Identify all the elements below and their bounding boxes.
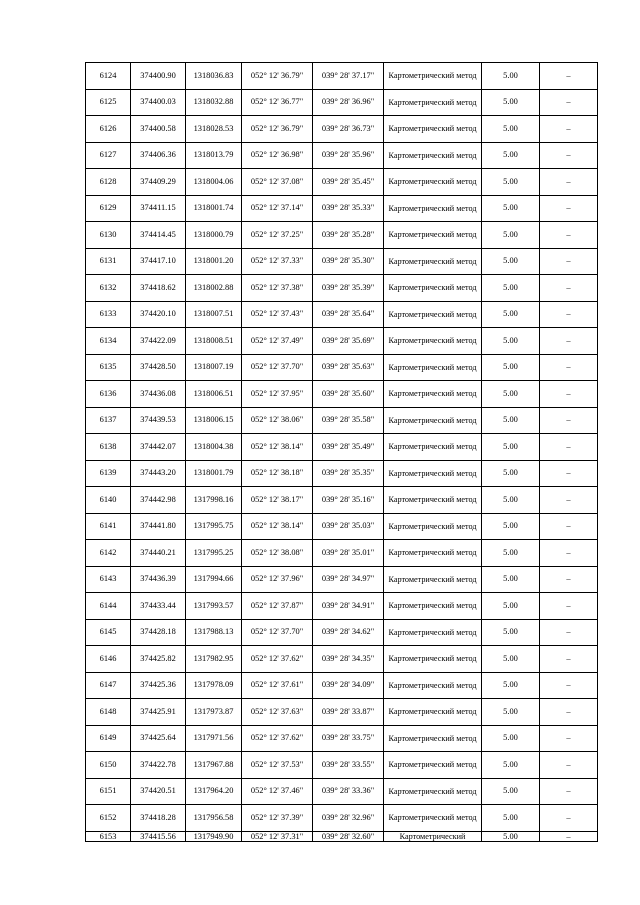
latitude-cell: 052° 12' 37.53": [242, 752, 313, 779]
method-cell: Картометрический метод: [384, 593, 482, 620]
note-cell: –: [540, 540, 598, 567]
y-coordinate-cell: 1318001.20: [186, 248, 242, 275]
method-cell: Картометрический метод: [384, 301, 482, 328]
point-number-cell: 6150: [86, 752, 131, 779]
longitude-cell: 039° 28' 35.16": [313, 487, 384, 514]
method-cell: Картометрический метод: [384, 619, 482, 646]
y-coordinate-cell: 1318028.53: [186, 116, 242, 143]
accuracy-cell: 5.00: [482, 89, 540, 116]
x-coordinate-cell: 374425.36: [131, 672, 186, 699]
note-cell: –: [540, 301, 598, 328]
y-coordinate-cell: 1317993.57: [186, 593, 242, 620]
method-cell: Картометрический метод: [384, 725, 482, 752]
table-row: [86, 593, 598, 620]
longitude-cell: 039° 28' 34.62": [313, 619, 384, 646]
point-number-cell: 6140: [86, 487, 131, 514]
latitude-cell: 052° 12' 36.79": [242, 116, 313, 143]
y-coordinate-cell: 1318032.88: [186, 89, 242, 116]
accuracy-cell: 5.00: [482, 540, 540, 567]
table-row: [86, 566, 598, 593]
x-coordinate-cell: 374400.03: [131, 89, 186, 116]
point-number-cell: 6125: [86, 89, 131, 116]
method-cell: Картометрический метод: [384, 248, 482, 275]
table-row: [86, 407, 598, 434]
method-cell: Картометрический метод: [384, 646, 482, 673]
point-number-cell: 6130: [86, 222, 131, 249]
point-number-cell: 6142: [86, 540, 131, 567]
y-coordinate-cell: 1318007.51: [186, 301, 242, 328]
latitude-cell: 052° 12' 37.96": [242, 566, 313, 593]
longitude-cell: 039° 28' 36.96": [313, 89, 384, 116]
longitude-cell: 039° 28' 35.63": [313, 354, 384, 381]
y-coordinate-cell: 1317973.87: [186, 699, 242, 726]
latitude-cell: 052° 12' 37.49": [242, 328, 313, 355]
longitude-cell: 039° 28' 34.35": [313, 646, 384, 673]
point-number-cell: 6141: [86, 513, 131, 540]
note-cell: –: [540, 407, 598, 434]
method-cell: Картометрический метод: [384, 381, 482, 408]
longitude-cell: 039° 28' 35.03": [313, 513, 384, 540]
point-number-cell: 6135: [86, 354, 131, 381]
accuracy-cell: 5.00: [482, 778, 540, 805]
accuracy-cell: 5.00: [482, 328, 540, 355]
point-number-cell: 6143: [86, 566, 131, 593]
x-coordinate-cell: 374443.20: [131, 460, 186, 487]
note-cell: –: [540, 222, 598, 249]
longitude-cell: 039° 28' 35.58": [313, 407, 384, 434]
y-coordinate-cell: 1318001.74: [186, 195, 242, 222]
accuracy-cell: 5.00: [482, 407, 540, 434]
table-row: [86, 646, 598, 673]
note-cell: –: [540, 699, 598, 726]
accuracy-cell: 5.00: [482, 301, 540, 328]
latitude-cell: 052° 12' 37.14": [242, 195, 313, 222]
table-row: [86, 328, 598, 355]
longitude-cell: 039° 28' 34.91": [313, 593, 384, 620]
point-number-cell: 6148: [86, 699, 131, 726]
point-number-cell: 6137: [86, 407, 131, 434]
accuracy-cell: 5.00: [482, 275, 540, 302]
note-cell: –: [540, 169, 598, 196]
note-cell: –: [540, 646, 598, 673]
longitude-cell: 039° 28' 35.96": [313, 142, 384, 169]
method-cell: Картометрический метод: [384, 142, 482, 169]
x-coordinate-cell: 374411.15: [131, 195, 186, 222]
note-cell: –: [540, 460, 598, 487]
latitude-cell: 052° 12' 37.95": [242, 381, 313, 408]
method-cell: Картометрический метод: [384, 434, 482, 461]
y-coordinate-cell: 1318036.83: [186, 63, 242, 90]
y-coordinate-cell: 1318004.38: [186, 434, 242, 461]
point-number-cell: 6144: [86, 593, 131, 620]
coordinates-table: [85, 62, 598, 842]
accuracy-cell: 5.00: [482, 725, 540, 752]
note-cell: –: [540, 381, 598, 408]
longitude-cell: 039° 28' 35.39": [313, 275, 384, 302]
table-row: [86, 301, 598, 328]
y-coordinate-cell: 1318008.51: [186, 328, 242, 355]
table-row: [86, 434, 598, 461]
accuracy-cell: 5.00: [482, 142, 540, 169]
method-cell: Картометрический метод: [384, 275, 482, 302]
method-cell: Картометрический метод: [384, 169, 482, 196]
point-number-cell: 6153: [86, 831, 131, 841]
x-coordinate-cell: 374422.78: [131, 752, 186, 779]
accuracy-cell: 5.00: [482, 222, 540, 249]
point-number-cell: 6146: [86, 646, 131, 673]
table-row: [86, 222, 598, 249]
method-cell: Картометрический метод: [384, 63, 482, 90]
latitude-cell: 052° 12' 37.33": [242, 248, 313, 275]
y-coordinate-cell: 1317964.20: [186, 778, 242, 805]
method-cell: Картометрический метод: [384, 778, 482, 805]
latitude-cell: 052° 12' 37.31": [242, 831, 313, 841]
note-cell: –: [540, 89, 598, 116]
y-coordinate-cell: 1317995.25: [186, 540, 242, 567]
x-coordinate-cell: 374428.50: [131, 354, 186, 381]
latitude-cell: 052° 12' 37.38": [242, 275, 313, 302]
latitude-cell: 052° 12' 37.25": [242, 222, 313, 249]
point-number-cell: 6149: [86, 725, 131, 752]
latitude-cell: 052° 12' 37.39": [242, 805, 313, 832]
table-row: [86, 699, 598, 726]
y-coordinate-cell: 1318006.15: [186, 407, 242, 434]
y-coordinate-cell: 1317982.95: [186, 646, 242, 673]
note-cell: –: [540, 328, 598, 355]
latitude-cell: 052° 12' 37.70": [242, 619, 313, 646]
x-coordinate-cell: 374436.08: [131, 381, 186, 408]
table-row: [86, 513, 598, 540]
note-cell: –: [540, 248, 598, 275]
y-coordinate-cell: 1318001.79: [186, 460, 242, 487]
method-cell: Картометрический метод: [384, 460, 482, 487]
table-row: [86, 672, 598, 699]
point-number-cell: 6147: [86, 672, 131, 699]
method-cell: Картометрический метод: [384, 407, 482, 434]
accuracy-cell: 5.00: [482, 248, 540, 275]
y-coordinate-cell: 1317956.58: [186, 805, 242, 832]
latitude-cell: 052° 12' 37.43": [242, 301, 313, 328]
longitude-cell: 039° 28' 33.87": [313, 699, 384, 726]
longitude-cell: 039° 28' 35.30": [313, 248, 384, 275]
x-coordinate-cell: 374436.39: [131, 566, 186, 593]
method-cell: Картометрический метод: [384, 672, 482, 699]
note-cell: –: [540, 513, 598, 540]
x-coordinate-cell: 374420.10: [131, 301, 186, 328]
accuracy-cell: 5.00: [482, 169, 540, 196]
table-body: [86, 63, 598, 842]
accuracy-cell: 5.00: [482, 116, 540, 143]
method-cell: Картометрический метод: [384, 89, 482, 116]
x-coordinate-cell: 374441.80: [131, 513, 186, 540]
x-coordinate-cell: 374433.44: [131, 593, 186, 620]
point-number-cell: 6124: [86, 63, 131, 90]
y-coordinate-cell: 1317995.75: [186, 513, 242, 540]
accuracy-cell: 5.00: [482, 672, 540, 699]
y-coordinate-cell: 1318000.79: [186, 222, 242, 249]
table-row: [86, 248, 598, 275]
latitude-cell: 052° 12' 37.62": [242, 646, 313, 673]
y-coordinate-cell: 1317978.09: [186, 672, 242, 699]
table-row: [86, 89, 598, 116]
accuracy-cell: 5.00: [482, 619, 540, 646]
table-row: [86, 540, 598, 567]
longitude-cell: 039° 28' 34.97": [313, 566, 384, 593]
latitude-cell: 052° 12' 38.14": [242, 513, 313, 540]
note-cell: –: [540, 672, 598, 699]
table-row: [86, 63, 598, 90]
method-cell: Картометрический метод: [384, 487, 482, 514]
longitude-cell: 039° 28' 35.01": [313, 540, 384, 567]
method-cell: Картометрический метод: [384, 805, 482, 832]
note-cell: –: [540, 805, 598, 832]
note-cell: –: [540, 487, 598, 514]
point-number-cell: 6129: [86, 195, 131, 222]
method-cell: Картометрический: [384, 831, 482, 841]
x-coordinate-cell: 374425.82: [131, 646, 186, 673]
longitude-cell: 039° 28' 32.96": [313, 805, 384, 832]
longitude-cell: 039° 28' 35.35": [313, 460, 384, 487]
point-number-cell: 6131: [86, 248, 131, 275]
y-coordinate-cell: 1318004.06: [186, 169, 242, 196]
point-number-cell: 6145: [86, 619, 131, 646]
x-coordinate-cell: 374422.09: [131, 328, 186, 355]
longitude-cell: 039° 28' 35.45": [313, 169, 384, 196]
y-coordinate-cell: 1318006.51: [186, 381, 242, 408]
method-cell: Картометрический метод: [384, 222, 482, 249]
table-row: [86, 381, 598, 408]
method-cell: Картометрический метод: [384, 328, 482, 355]
point-number-cell: 6127: [86, 142, 131, 169]
point-number-cell: 6139: [86, 460, 131, 487]
x-coordinate-cell: 374420.51: [131, 778, 186, 805]
x-coordinate-cell: 374400.58: [131, 116, 186, 143]
longitude-cell: 039° 28' 35.33": [313, 195, 384, 222]
latitude-cell: 052° 12' 38.06": [242, 407, 313, 434]
accuracy-cell: 5.00: [482, 354, 540, 381]
y-coordinate-cell: 1317998.16: [186, 487, 242, 514]
table-row: [86, 142, 598, 169]
x-coordinate-cell: 374425.91: [131, 699, 186, 726]
accuracy-cell: 5.00: [482, 460, 540, 487]
longitude-cell: 039° 28' 35.28": [313, 222, 384, 249]
latitude-cell: 052° 12' 37.70": [242, 354, 313, 381]
x-coordinate-cell: 374428.18: [131, 619, 186, 646]
latitude-cell: 052° 12' 37.08": [242, 169, 313, 196]
note-cell: –: [540, 354, 598, 381]
x-coordinate-cell: 374414.45: [131, 222, 186, 249]
note-cell: –: [540, 275, 598, 302]
x-coordinate-cell: 374442.07: [131, 434, 186, 461]
x-coordinate-cell: 374400.90: [131, 63, 186, 90]
longitude-cell: 039° 28' 33.36": [313, 778, 384, 805]
accuracy-cell: 5.00: [482, 699, 540, 726]
table-row: [86, 116, 598, 143]
accuracy-cell: 5.00: [482, 566, 540, 593]
y-coordinate-cell: 1317994.66: [186, 566, 242, 593]
table-row: [86, 831, 598, 841]
latitude-cell: 052° 12' 38.08": [242, 540, 313, 567]
y-coordinate-cell: 1318002.88: [186, 275, 242, 302]
y-coordinate-cell: 1317971.56: [186, 725, 242, 752]
longitude-cell: 039° 28' 37.17": [313, 63, 384, 90]
point-number-cell: 6136: [86, 381, 131, 408]
table-row: [86, 275, 598, 302]
accuracy-cell: 5.00: [482, 487, 540, 514]
accuracy-cell: 5.00: [482, 63, 540, 90]
y-coordinate-cell: 1317967.88: [186, 752, 242, 779]
note-cell: –: [540, 752, 598, 779]
point-number-cell: 6133: [86, 301, 131, 328]
point-number-cell: 6152: [86, 805, 131, 832]
latitude-cell: 052° 12' 37.62": [242, 725, 313, 752]
note-cell: –: [540, 778, 598, 805]
longitude-cell: 039° 28' 33.55": [313, 752, 384, 779]
y-coordinate-cell: 1317949.90: [186, 831, 242, 841]
longitude-cell: 039° 28' 34.09": [313, 672, 384, 699]
accuracy-cell: 5.00: [482, 381, 540, 408]
note-cell: –: [540, 116, 598, 143]
x-coordinate-cell: 374418.28: [131, 805, 186, 832]
table-row: [86, 752, 598, 779]
note-cell: –: [540, 593, 598, 620]
latitude-cell: 052° 12' 37.63": [242, 699, 313, 726]
latitude-cell: 052° 12' 36.77": [242, 89, 313, 116]
longitude-cell: 039° 28' 35.64": [313, 301, 384, 328]
table-row: [86, 460, 598, 487]
method-cell: Картометрический метод: [384, 699, 482, 726]
note-cell: –: [540, 831, 598, 841]
point-number-cell: 6151: [86, 778, 131, 805]
x-coordinate-cell: 374425.64: [131, 725, 186, 752]
accuracy-cell: 5.00: [482, 805, 540, 832]
latitude-cell: 052° 12' 37.61": [242, 672, 313, 699]
table-row: [86, 354, 598, 381]
y-coordinate-cell: 1318007.19: [186, 354, 242, 381]
accuracy-cell: 5.00: [482, 593, 540, 620]
accuracy-cell: 5.00: [482, 513, 540, 540]
x-coordinate-cell: 374417.10: [131, 248, 186, 275]
method-cell: Картометрический метод: [384, 354, 482, 381]
longitude-cell: 039° 28' 35.49": [313, 434, 384, 461]
method-cell: Картометрический метод: [384, 566, 482, 593]
accuracy-cell: 5.00: [482, 752, 540, 779]
x-coordinate-cell: 374418.62: [131, 275, 186, 302]
y-coordinate-cell: 1317988.13: [186, 619, 242, 646]
table-row: [86, 487, 598, 514]
x-coordinate-cell: 374406.36: [131, 142, 186, 169]
x-coordinate-cell: 374439.53: [131, 407, 186, 434]
x-coordinate-cell: 374415.56: [131, 831, 186, 841]
point-number-cell: 6128: [86, 169, 131, 196]
latitude-cell: 052° 12' 38.14": [242, 434, 313, 461]
table-row: [86, 195, 598, 222]
y-coordinate-cell: 1318013.79: [186, 142, 242, 169]
longitude-cell: 039° 28' 35.69": [313, 328, 384, 355]
table-row: [86, 169, 598, 196]
method-cell: Картометрический метод: [384, 752, 482, 779]
note-cell: –: [540, 566, 598, 593]
accuracy-cell: 5.00: [482, 646, 540, 673]
method-cell: Картометрический метод: [384, 513, 482, 540]
note-cell: –: [540, 725, 598, 752]
accuracy-cell: 5.00: [482, 434, 540, 461]
table-row: [86, 725, 598, 752]
table-row: [86, 619, 598, 646]
x-coordinate-cell: 374440.21: [131, 540, 186, 567]
x-coordinate-cell: 374409.29: [131, 169, 186, 196]
note-cell: –: [540, 142, 598, 169]
note-cell: –: [540, 195, 598, 222]
longitude-cell: 039° 28' 32.60": [313, 831, 384, 841]
longitude-cell: 039° 28' 36.73": [313, 116, 384, 143]
longitude-cell: 039° 28' 33.75": [313, 725, 384, 752]
table-row: [86, 778, 598, 805]
method-cell: Картометрический метод: [384, 116, 482, 143]
longitude-cell: 039° 28' 35.60": [313, 381, 384, 408]
note-cell: –: [540, 619, 598, 646]
latitude-cell: 052° 12' 36.98": [242, 142, 313, 169]
point-number-cell: 6138: [86, 434, 131, 461]
latitude-cell: 052° 12' 36.79": [242, 63, 313, 90]
latitude-cell: 052° 12' 38.17": [242, 487, 313, 514]
accuracy-cell: 5.00: [482, 831, 540, 841]
accuracy-cell: 5.00: [482, 195, 540, 222]
table-row: [86, 805, 598, 832]
latitude-cell: 052° 12' 37.46": [242, 778, 313, 805]
method-cell: Картометрический метод: [384, 195, 482, 222]
point-number-cell: 6126: [86, 116, 131, 143]
point-number-cell: 6132: [86, 275, 131, 302]
point-number-cell: 6134: [86, 328, 131, 355]
x-coordinate-cell: 374442.98: [131, 487, 186, 514]
latitude-cell: 052° 12' 38.18": [242, 460, 313, 487]
method-cell: Картометрический метод: [384, 540, 482, 567]
latitude-cell: 052° 12' 37.87": [242, 593, 313, 620]
note-cell: –: [540, 434, 598, 461]
note-cell: –: [540, 63, 598, 90]
